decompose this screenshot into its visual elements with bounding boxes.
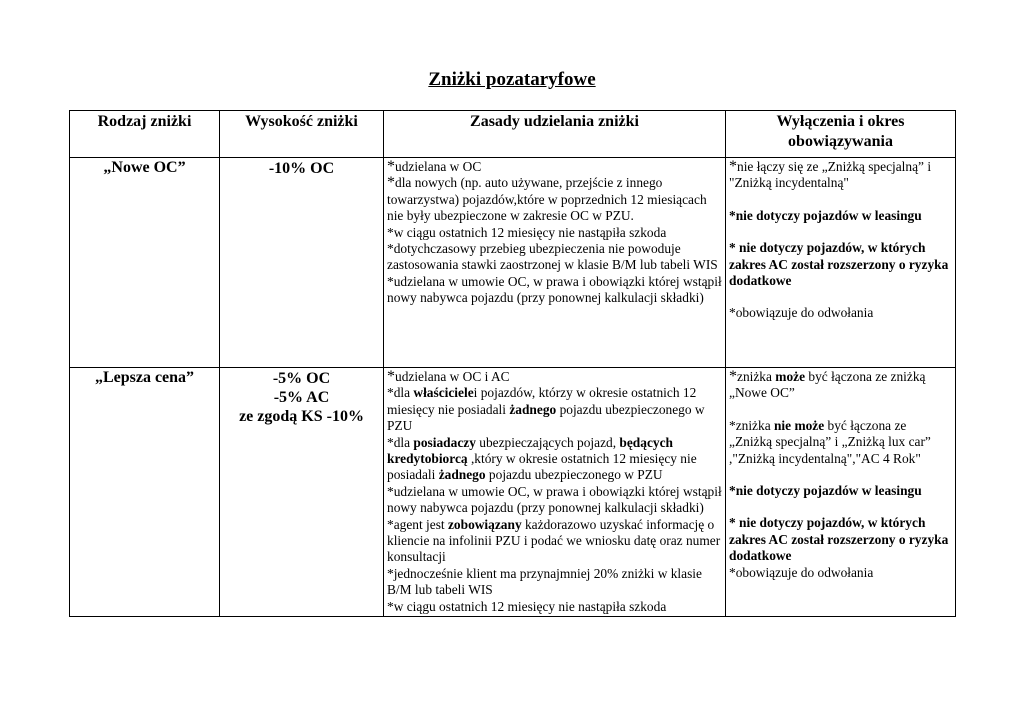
rule-item: *jednocześnie klient ma przynajmniej 20% zniżki w klasie B/M lub tabeli WIS [387, 565, 702, 598]
exclusion-item: * nie dotyczy pojazdów, w których zakres AC został rozszerzony o ryzyka dodatkowe [729, 515, 949, 564]
discount-name: „Nowe OC” [70, 158, 220, 368]
header-exclusions-validity: Wyłączenia i okres obowiązywania [726, 111, 956, 158]
table-row [70, 158, 956, 368]
discount-rules [384, 368, 726, 617]
bullet-mark: * [387, 174, 395, 192]
table-header-row [70, 111, 956, 158]
discount-value-line: -5% OC [272, 370, 331, 387]
header-discount-amount: Wysokość zniżki [220, 111, 384, 158]
rule-item: *w ciągu ostatnich 12 miesięcy nie nastąpiła szkoda [387, 598, 667, 614]
exclusion-item: *zniżka może być łączona ze zniżką „Nowe OC” [729, 368, 926, 401]
exclusion-item: *obowiązuje do odwołania [729, 305, 874, 321]
header-discount-rules: Zasady udzielania zniżki [384, 111, 726, 158]
page-title: Zniżki pozataryfowe [428, 69, 596, 90]
header-discount-type: Rodzaj zniżki [70, 111, 220, 158]
discount-name: „Lepsza cena” [70, 368, 220, 617]
discount-value-line: ze zgodą KS -10% [239, 408, 364, 425]
discount-exclusions [726, 158, 956, 368]
rule-item: *udzielana w umowie OC, w prawa i obowiązki której wstąpił nowy nabywca pojazdu (przy ponownej kalkulacji składki) [387, 273, 722, 306]
table-row [70, 368, 956, 617]
discount-value [220, 368, 384, 617]
discount-value-line: -5% AC [273, 389, 330, 406]
exclusion-item: *nie dotyczy pojazdów w leasingu [729, 483, 922, 499]
rule-item: *dotychczasowy przebieg ubezpieczenia nie powoduje zastosowania stawki zaostrzonej w klasie B/M lub tabeli WIS [387, 241, 718, 273]
rule-item: *udzielana w OC [387, 158, 482, 175]
rule-item: *w ciągu ostatnich 12 miesięcy nie nastąpiła szkoda [387, 224, 667, 240]
rule-item: *agent jest zobowiązany każdorazowo uzyskać informację o kliencie na infolinii PZU i podać we wniosku datę oraz numer konsultacji [387, 516, 721, 565]
exclusion-item: *nie dotyczy pojazdów w leasingu [729, 207, 922, 223]
bullet-mark: * [387, 158, 395, 175]
exclusion-item: *nie łączy się ze „Zniżką specjalną” i "Zniżką incydentalną" [729, 158, 932, 191]
rule-item: *udzielana w umowie OC, w prawa i obowiązki której wstąpił nowy nabywca pojazdu (przy ponownej kalkulacji składki) [387, 483, 722, 516]
discount-value-line: -10% OC [268, 160, 335, 177]
exclusion-item: *obowiązuje do odwołania [729, 564, 874, 580]
discount-value [220, 158, 384, 368]
rule-item: *dla nowych (np. auto używane, przejście z innego towarzystwa) pojazdów,które w poprzednich 12 miesiącach nie były ubezpieczone w zakresie OC w PZU. [387, 174, 707, 224]
discount-exclusions [726, 368, 956, 617]
discount-rules [384, 158, 726, 368]
rule-item: *udzielana w OC i AC [387, 368, 510, 385]
bullet-mark: * [387, 368, 395, 385]
exclusion-item: *zniżka nie może być łączona ze „Zniżką specjalną” i „Zniżką lux car” ,"Zniżką incydentalną","AC 4 Rok" [729, 417, 931, 466]
exclusion-item: * nie dotyczy pojazdów, w których zakres AC został rozszerzony o ryzyka dodatkowe [729, 240, 949, 289]
discounts-table [69, 110, 956, 617]
rule-item: *dla właścicielei pojazdów, którzy w okresie ostatnich 12 miesięcy nie posiadali żadnego pojazdu ubezpieczonego w PZU [387, 385, 705, 434]
rule-item: *dla posiadaczy ubezpieczających pojazd, będących kredytobiorcą ,który w okresie ostatnich 12 miesięcy nie posiadali żadnego pojazdu ubezpieczonego w PZU [387, 434, 697, 483]
bullet-mark: * [729, 368, 737, 385]
bullet-mark: * [729, 158, 737, 175]
